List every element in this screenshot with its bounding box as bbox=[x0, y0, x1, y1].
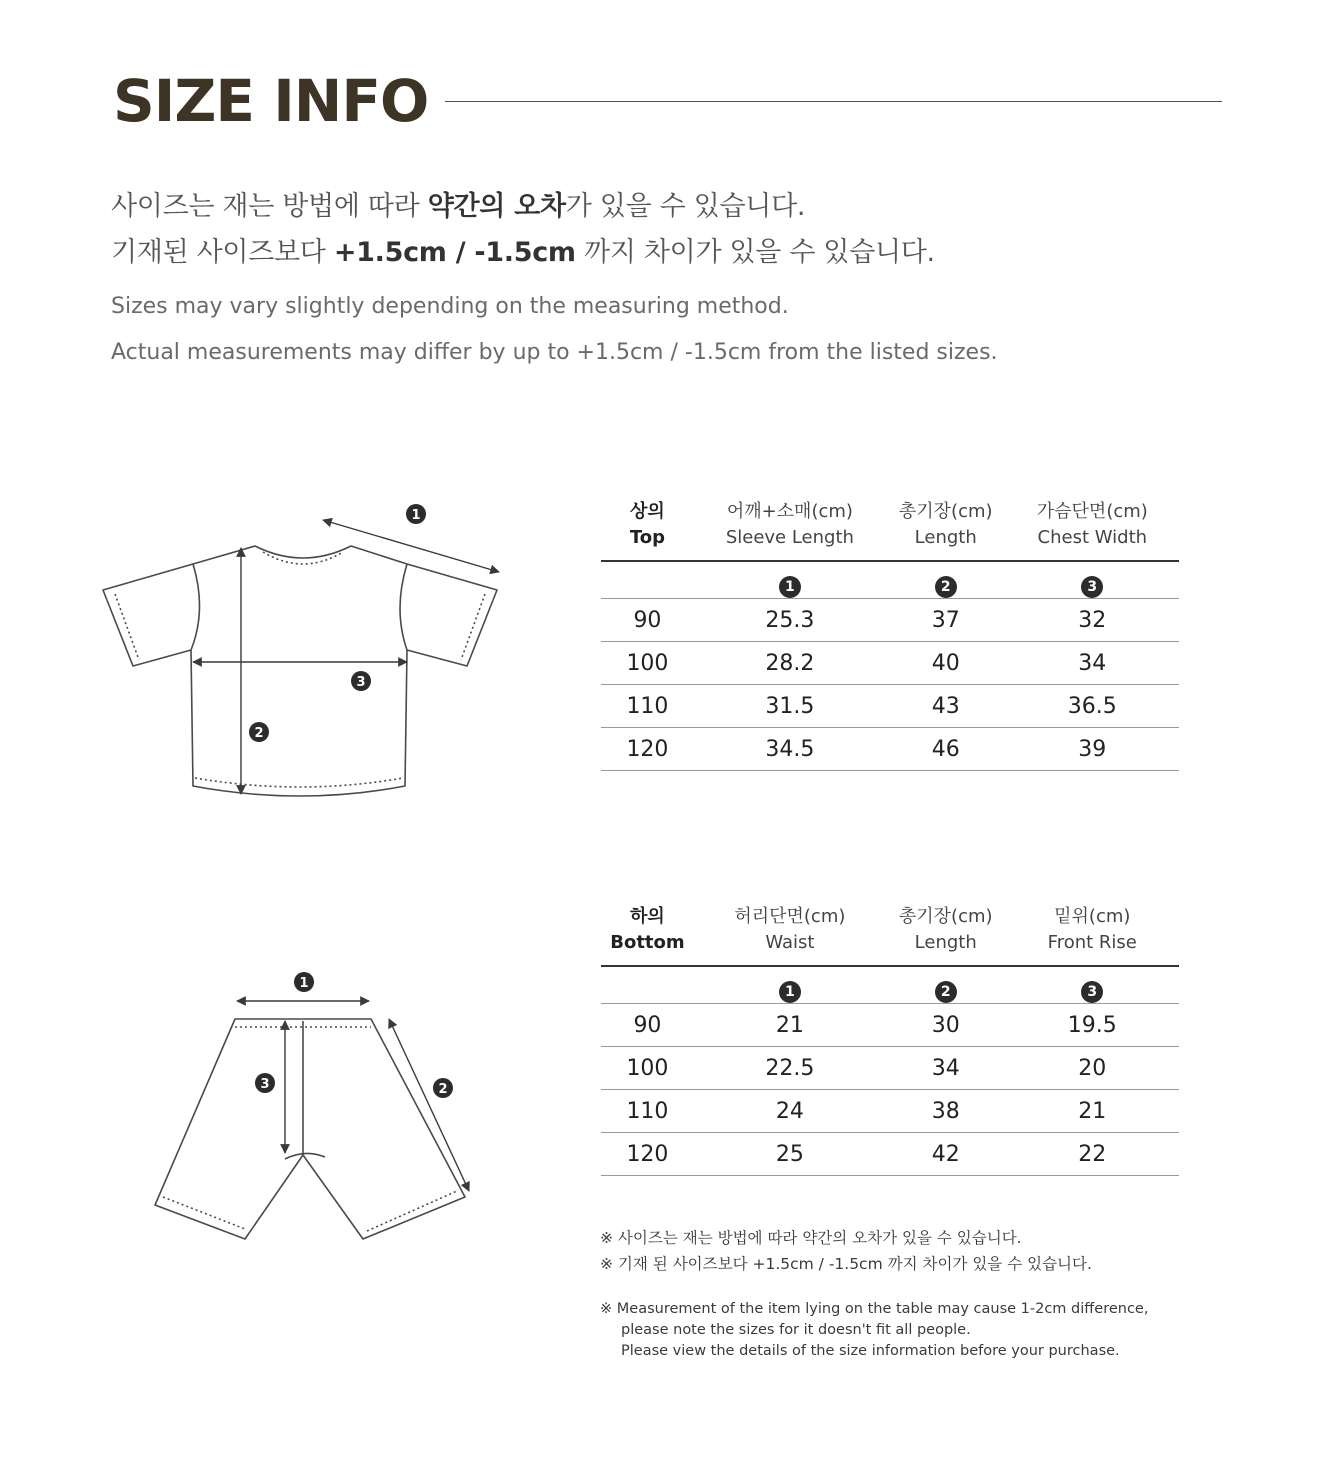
table-row: 110 31.5 43 36.5 bbox=[601, 685, 1179, 728]
header-col-2: 총기장(cm) Length bbox=[886, 895, 1006, 966]
table-row: 120 34.5 46 39 bbox=[601, 728, 1179, 771]
intro-en-line-2: Actual measurements may differ by up to +1.5cm / -1.5cm from the listed sizes. bbox=[111, 340, 998, 365]
table-row: 100 28.2 40 34 bbox=[601, 642, 1179, 685]
table-row: 110 24 38 21 bbox=[601, 1090, 1179, 1133]
header-col-1: 허리단면(cm) Waist bbox=[694, 895, 886, 966]
intro-ko-2-bold: +1.5cm / -1.5cm bbox=[333, 237, 576, 268]
measure-length-arrow bbox=[389, 1019, 469, 1191]
bottom-marker-3 bbox=[255, 1073, 275, 1093]
note-ko-1: ※ 사이즈는 재는 방법에 따라 약간의 오차가 있을 수 있습니다. bbox=[600, 1229, 1022, 1247]
intro-ko-line-1 bbox=[111, 184, 805, 223]
note-ko-2: ※ 기재 된 사이즈보다 +1.5cm / -1.5cm 까지 차이가 있을 수 있습니다. bbox=[600, 1255, 1092, 1273]
badge-1: 1 bbox=[779, 981, 801, 1003]
bottom-table-header bbox=[601, 895, 1179, 966]
intro-ko-1b: 가 있을 수 있습니다. bbox=[565, 191, 806, 222]
badge-2: 2 bbox=[935, 981, 957, 1003]
top-table-header bbox=[601, 490, 1179, 561]
bottom-marker-2 bbox=[433, 1078, 453, 1098]
badge-1: 1 bbox=[779, 576, 801, 598]
svg-text:3: 3 bbox=[260, 1077, 270, 1092]
header-category: 상의 Top bbox=[601, 490, 694, 561]
bottom-badge-row bbox=[601, 966, 1179, 1004]
svg-text:3: 3 bbox=[356, 675, 366, 690]
notes-en bbox=[600, 1299, 1148, 1362]
intro-ko-line-2 bbox=[111, 230, 935, 269]
header-col-3: 밑위(cm) Front Rise bbox=[1006, 895, 1179, 966]
svg-text:1: 1 bbox=[411, 508, 421, 523]
top-size-table bbox=[601, 490, 1179, 771]
svg-text:2: 2 bbox=[438, 1082, 448, 1097]
table-row: 90 21 30 19.5 bbox=[601, 1004, 1179, 1047]
table-row: 120 25 42 22 bbox=[601, 1133, 1179, 1176]
bottom-size-table bbox=[601, 895, 1179, 1176]
note-en-1: ※ Measurement of the item lying on the table may cause 1-2cm difference, bbox=[600, 1301, 1149, 1317]
page-title: SIZE INFO bbox=[113, 67, 429, 135]
intro-ko-2a: 기재된 사이즈보다 bbox=[111, 237, 334, 268]
title-divider bbox=[445, 101, 1222, 102]
badge-2: 2 bbox=[935, 576, 957, 598]
note-en-3: Please view the details of the size information before your purchase. bbox=[621, 1343, 1120, 1359]
top-marker-2 bbox=[249, 722, 269, 742]
note-en-2: please note the sizes for it doesn't fit all people. bbox=[621, 1322, 971, 1338]
header-col-1: 어깨+소매(cm) Sleeve Length bbox=[694, 490, 886, 561]
bottom-garment-diagram bbox=[145, 965, 485, 1255]
top-marker-3 bbox=[351, 671, 371, 691]
intro-ko-2b: 까지 차이가 있을 수 있습니다. bbox=[575, 237, 935, 268]
svg-text:1: 1 bbox=[299, 976, 309, 991]
header-col-3: 가슴단면(cm) Chest Width bbox=[1006, 490, 1179, 561]
table-row: 90 25.3 37 32 bbox=[601, 599, 1179, 642]
badge-3: 3 bbox=[1081, 981, 1103, 1003]
header-category: 하의 Bottom bbox=[601, 895, 694, 966]
notes-ko bbox=[600, 1225, 1092, 1277]
intro-ko-1-bold: 약간의 오차 bbox=[427, 191, 566, 222]
svg-text:2: 2 bbox=[254, 726, 264, 741]
table-row: 100 22.5 34 20 bbox=[601, 1047, 1179, 1090]
intro-ko-1a: 사이즈는 재는 방법에 따라 bbox=[111, 191, 428, 222]
top-garment-diagram bbox=[95, 490, 515, 820]
header-col-2: 총기장(cm) Length bbox=[886, 490, 1006, 561]
intro-en-line-1: Sizes may vary slightly depending on the measuring method. bbox=[111, 294, 789, 319]
top-badge-row bbox=[601, 561, 1179, 599]
tshirt-outline bbox=[103, 546, 497, 796]
pants-outline bbox=[155, 1019, 465, 1239]
badge-3: 3 bbox=[1081, 576, 1103, 598]
top-marker-1 bbox=[406, 504, 426, 524]
bottom-marker-1 bbox=[294, 972, 314, 992]
